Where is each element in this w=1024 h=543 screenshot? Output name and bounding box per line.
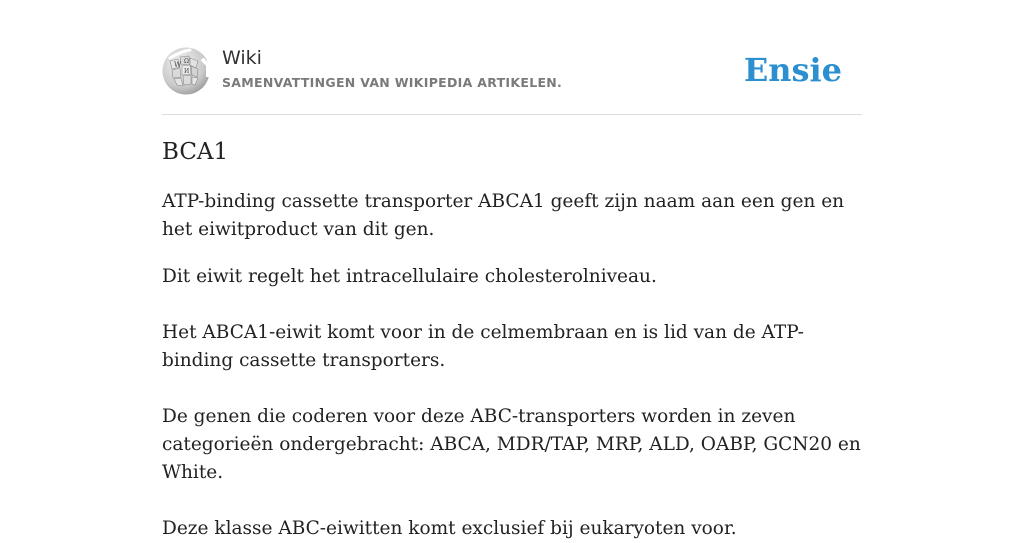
site-header: [162, 46, 862, 115]
wikipedia-globe-icon[interactable]: [162, 47, 210, 95]
svg-text:W: W: [174, 61, 182, 69]
article-paragraph: Dit eiwit regelt het intracellulaire cholesterolniveau.: [162, 266, 657, 287]
article-lead: ATP-binding cassette transporter ABCA1 geeft zijn naam aan een gen en het eiwitproduct van dit gen.: [162, 191, 845, 240]
article-title: BCA1: [162, 139, 229, 165]
article-content: [162, 136, 862, 543]
svg-text:Ω: Ω: [184, 58, 189, 65]
svg-text:И: И: [184, 68, 190, 75]
article-paragraph: Deze klasse ABC-eiwitten komt exclusief bij eukaryoten voor.: [162, 518, 737, 539]
article-paragraph: De genen die coderen voor deze ABC-transporters worden in zeven categorieën ondergebracht: ABCA, MDR/TAP, MRP, ALD, OABP, GCN20 en White.: [162, 406, 861, 483]
site-name[interactable]: Wiki: [222, 47, 262, 69]
site-tagline: SAMENVATTINGEN VAN WIKIPEDIA ARTIKELEN.: [222, 75, 563, 90]
ensie-brand-link[interactable]: Ensie: [743, 51, 842, 89]
article-paragraph: Het ABCA1-eiwit komt voor in de celmembraan en is lid van de ATP-binding cassette transporters.: [162, 322, 804, 371]
